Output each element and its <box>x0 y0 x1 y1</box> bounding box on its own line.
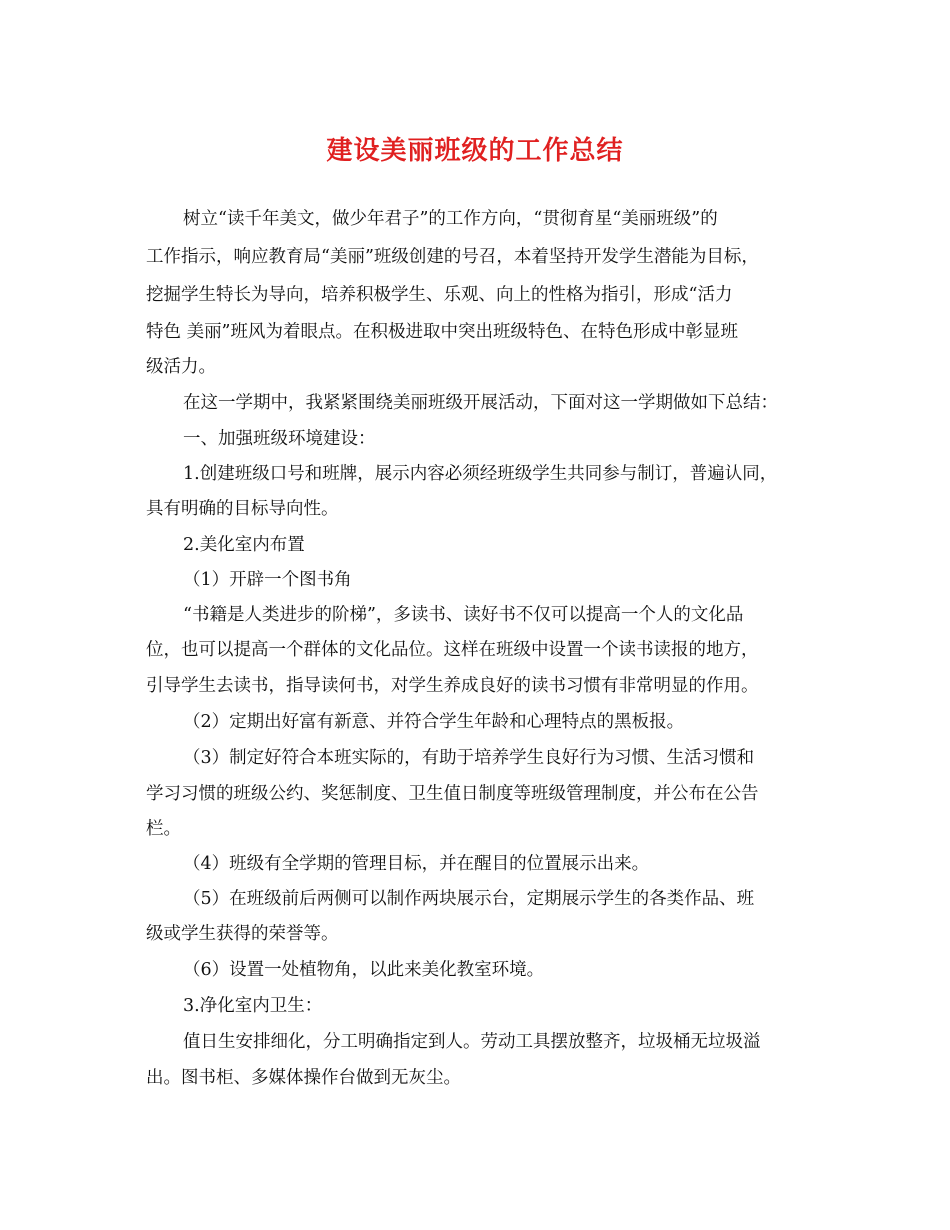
subheading: 3.净化室内卫生： <box>183 996 323 1016</box>
paragraph-line: 特色 美丽”班风为着眼点。在积极进取中突出班级特色、在特色形成中彰显班 <box>146 322 739 342</box>
list-item: （6）设置一处植物角，以此来美化教室环境。 <box>183 960 545 980</box>
section-heading: 一、加强班级环境建设： <box>183 429 376 449</box>
paragraph-line: 工作指示，响应教育局“美丽”班级创建的号召，本着坚持开发学生潜能为目标， <box>146 247 759 267</box>
list-item: （3）制定好符合本班实际的，有助于培养学生良好行为习惯、生活习惯和 <box>183 748 755 768</box>
subheading: 2.美化室内布置 <box>183 535 305 555</box>
list-item: （5）在班级前后两侧可以制作两块展示台，定期展示学生的各类作品、班 <box>183 889 755 909</box>
paragraph-line: 挖掘学生特长为导向，培养积极学生、乐观、向上的性格为指引，形成“活力 <box>146 285 733 305</box>
document-title: 建设美丽班级的工作总结 <box>326 136 624 166</box>
paragraph-line: 1.创建班级口号和班牌，展示内容必须经班级学生共同参与制订，普遍认同， <box>183 464 778 484</box>
paragraph-line: 引导学生去读书，指导读何书，对学生养成良好的读书习惯有非常明显的作用。 <box>146 676 759 696</box>
paragraph-line: 在这一学期中，我紧紧围绕美丽班级开展活动，下面对这一学期做如下总结： <box>183 393 778 413</box>
paragraph-line: 位，也可以提高一个群体的文化品位。这样在班级中设置一个读书读报的地方， <box>146 640 759 660</box>
paragraph-line: 级活力。 <box>146 357 216 377</box>
paragraph-line: “书籍是人类进步的阶梯”，多读书、读好书不仅可以提高一个人的文化品 <box>183 605 744 625</box>
paragraph-line: 树立“读千年美文，做少年君子”的工作方向，“贯彻育星“美丽班级”的 <box>183 209 718 229</box>
paragraph-line: 栏。 <box>146 819 181 839</box>
list-item: （1）开辟一个图书角 <box>183 570 352 590</box>
list-item: （4）班级有全学期的管理目标，并在醒目的位置展示出来。 <box>183 854 650 874</box>
list-item: （2）定期出好富有新意、并符合学生年龄和心理特点的黑板报。 <box>183 712 685 732</box>
paragraph-line: 级或学生获得的荣誉等。 <box>146 924 339 944</box>
paragraph-line: 值日生安排细化，分工明确指定到人。劳动工具摆放整齐，垃圾桶无垃圾溢 <box>183 1032 761 1052</box>
paragraph-line: 学习习惯的班级公约、奖惩制度、卫生值日制度等班级管理制度，并公布在公告 <box>146 784 759 804</box>
paragraph-line: 出。图书柜、多媒体操作台做到无灰尘。 <box>146 1068 461 1088</box>
paragraph-line: 具有明确的目标导向性。 <box>146 499 339 519</box>
